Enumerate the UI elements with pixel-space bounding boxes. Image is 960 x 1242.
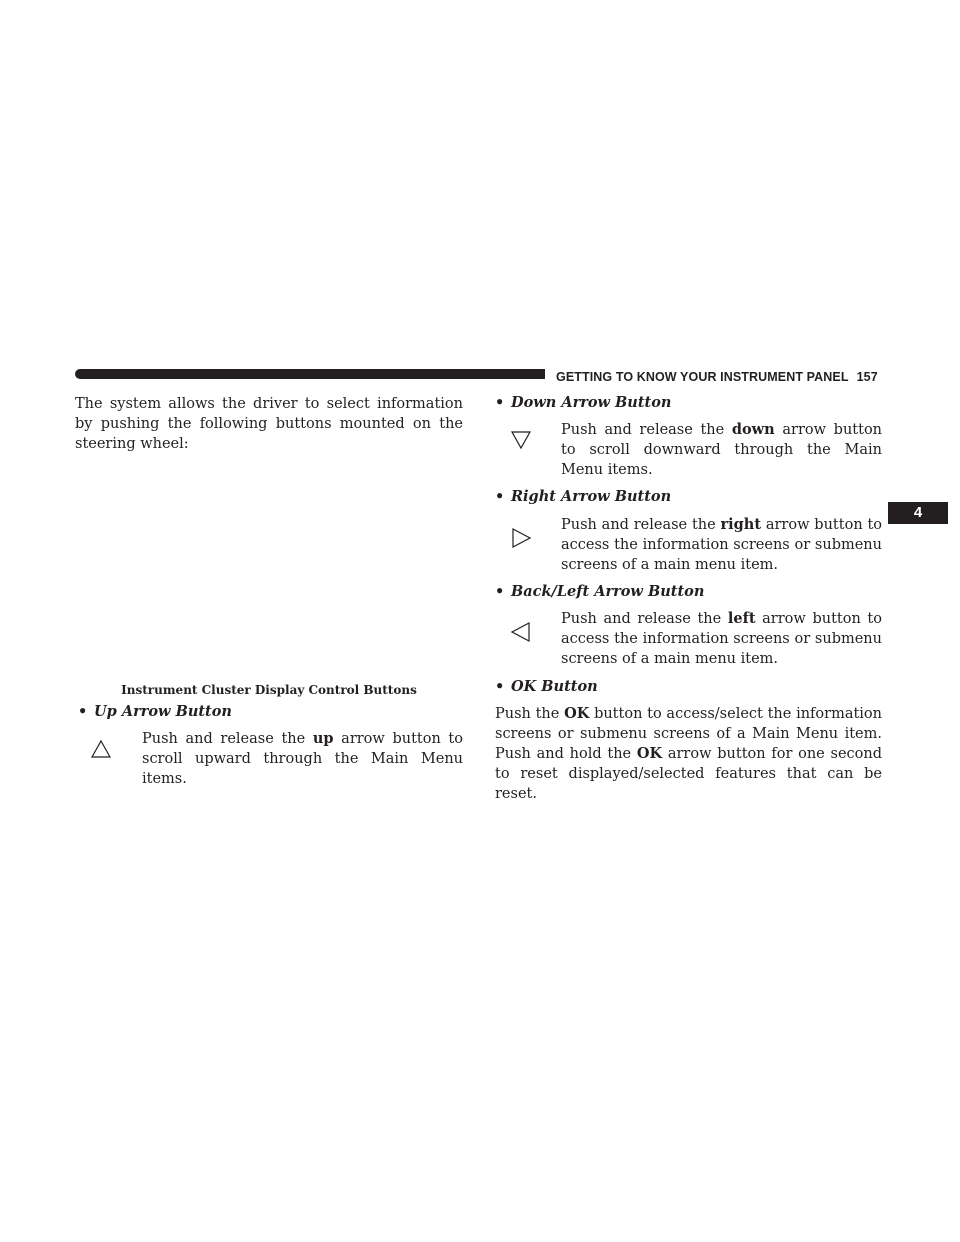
left-arrow-heading: [495, 582, 704, 602]
up-arrow-heading: [78, 702, 232, 722]
ok-keyword2: OK: [636, 745, 663, 762]
section-title: GETTING TO KNOW YOUR INSTRUMENT PANEL: [556, 370, 849, 384]
down-keyword: down: [731, 421, 775, 438]
up-triangle-icon: [90, 739, 112, 759]
ok-keyword1: OK: [564, 705, 590, 722]
bullet-dot: •: [495, 394, 505, 411]
right-arrow-description: [561, 515, 882, 575]
page-number: 157: [856, 370, 878, 384]
ok-button-description: [495, 704, 882, 804]
bullet-dot: •: [495, 678, 505, 695]
up-pre: Push and release the: [142, 731, 306, 747]
down-pre: Push and release the: [561, 422, 725, 438]
right-post: arrow button to access the information screens or submenu screens of a main menu item.: [561, 517, 883, 573]
right-triangle-icon: [510, 528, 532, 548]
up-keyword: up: [312, 730, 334, 747]
up-arrow-title: Up Arrow Button: [94, 703, 232, 720]
right-keyword: right: [720, 516, 762, 533]
bullet-dot: •: [78, 703, 88, 720]
chapter-tab: 4: [888, 502, 948, 524]
ok-part2: button to access/select the information screens or submenu screens of a Main Menu item. Push and hold the: [495, 706, 882, 762]
down-arrow-heading: [495, 393, 671, 413]
ok-button-title: OK Button: [511, 678, 598, 695]
running-header: [556, 369, 890, 385]
up-arrow-description: [142, 729, 463, 789]
left-pre: Push and release the: [561, 611, 722, 627]
down-arrow-title: Down Arrow Button: [511, 394, 672, 411]
intro-paragraph: The system allows the driver to select information by pushing the following buttons mounted on the steering wheel:: [75, 396, 463, 452]
bullet-dot: •: [495, 583, 505, 600]
figure-placeholder: [75, 468, 463, 673]
down-triangle-icon: [510, 430, 532, 450]
right-pre: Push and release the: [561, 517, 716, 533]
down-post: arrow button to scroll downward through the Main Menu items.: [561, 422, 883, 478]
down-arrow-description: [561, 420, 882, 480]
right-arrow-heading: [495, 487, 671, 507]
left-triangle-icon: [510, 622, 532, 642]
left-arrow-title: Back/Left Arrow Button: [511, 583, 705, 600]
ok-button-heading: [495, 677, 598, 697]
right-arrow-title: Right Arrow Button: [511, 488, 672, 505]
up-post: arrow button to scroll upward through the Main Menu items.: [142, 731, 463, 787]
ok-part1: Push the: [495, 706, 560, 722]
left-keyword: left: [727, 610, 756, 627]
left-arrow-description: [561, 609, 882, 669]
ok-part3: arrow button for one second to reset displayed/selected features that can be reset.: [495, 746, 883, 802]
header-rule: [75, 369, 545, 379]
bullet-dot: •: [495, 488, 505, 505]
left-post: arrow button to access the information screens or submenu screens of a main menu item.: [561, 611, 882, 667]
figure-caption: Instrument Cluster Display Control Buttons: [121, 683, 417, 697]
